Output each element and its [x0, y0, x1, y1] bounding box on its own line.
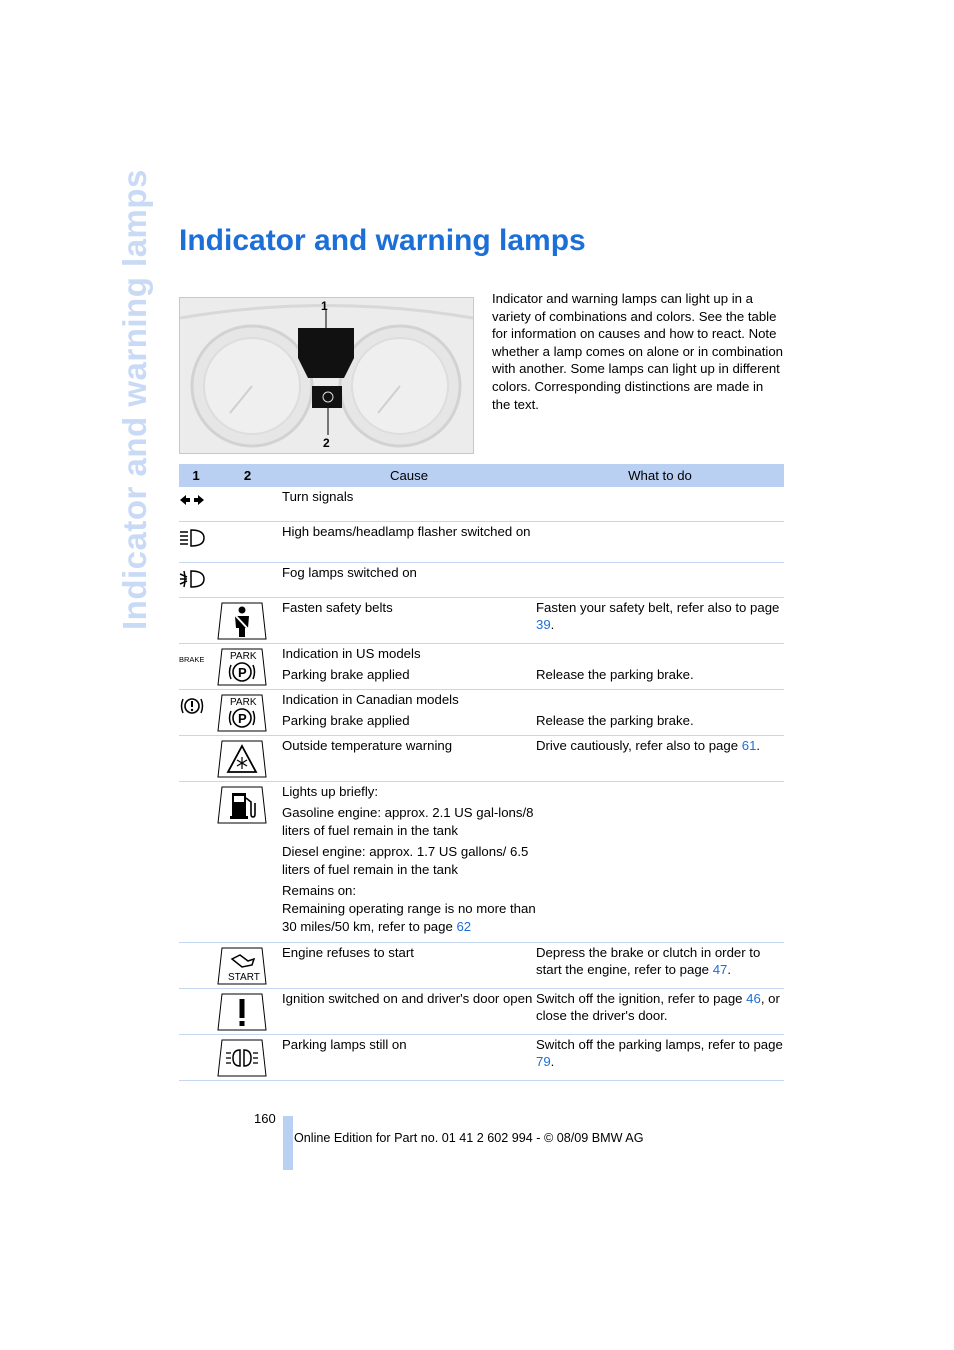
brake-text-icon [179, 654, 209, 664]
table-row [179, 487, 784, 521]
table-row [179, 988, 784, 1034]
action-cell [536, 781, 784, 942]
action-cell: Drive cautiously, refer also to page 61. [536, 735, 784, 781]
indicator-table [179, 464, 784, 1081]
brake-circle-icon [179, 696, 205, 716]
page-title: Indicator and warning lamps [179, 224, 586, 257]
indicator-panel [298, 328, 354, 378]
page-link[interactable]: 47 [712, 962, 728, 978]
page-link[interactable]: 79 [536, 1054, 551, 1070]
cause-cell: High beams/headlamp flasher switched on [282, 521, 536, 562]
action-cell [536, 521, 784, 562]
table-row [179, 643, 784, 689]
table-row [179, 942, 784, 988]
table-row [179, 689, 784, 735]
table-row [179, 597, 784, 643]
cause-cell: Engine refuses to start [282, 942, 536, 988]
figure-label-2: 2 [323, 436, 330, 450]
table-row [179, 781, 784, 942]
action-cell: Release the parking brake. [536, 689, 784, 735]
header-what-to-do: What to do [536, 464, 784, 487]
high-beam-icon [179, 528, 205, 548]
action-cell: Release the parking brake. [536, 643, 784, 689]
fuel-pump-icon [216, 786, 268, 824]
footer-accent-bar [283, 1116, 293, 1170]
svg-text:BRAKE: BRAKE [179, 654, 205, 664]
action-cell [536, 562, 784, 597]
cause-cell: Parking lamps still on [282, 1034, 536, 1080]
cause-cell: Lights up briefly: Gasoline engine: approx. 2.1 US gal-lons/8 liters of fuel remain in the tank Diesel engine: approx. 1.7 US gallons/ 6.5 liters of fuel remain in the tank Remains on: Remaining operating range is no more than 30 miles/50 km, refer to page 62 [282, 781, 536, 942]
page-link[interactable]: 46 [746, 990, 761, 1006]
start-engine-icon [216, 947, 268, 985]
page-link[interactable]: 39 [536, 617, 551, 633]
side-title: Indicator and warning lamps [116, 169, 153, 630]
svg-text:P: P [238, 664, 247, 680]
table-row [179, 1034, 784, 1080]
fog-lamp-icon [179, 569, 205, 589]
turn-signal-icon [179, 493, 205, 507]
header-col1: 1 [179, 464, 213, 487]
cause-cell: Ignition switched on and driver's door open [282, 988, 536, 1034]
svg-text:PARK: PARK [230, 696, 257, 708]
cause-cell: Outside temperature warning [282, 735, 536, 781]
cause-cell: Fasten safety belts [282, 597, 536, 643]
svg-text:PARK: PARK [230, 650, 257, 662]
svg-text:P: P [238, 710, 247, 726]
action-cell: Fasten your safety belt, refer also to page 39. [536, 597, 784, 643]
intro-paragraph: Indicator and warning lamps can light up in a variety of combinations and colors. See the table for information on causes and how to react. Note whether a lamp comes on alone or in combination with another. Some lamps can light up in different colors. Corresponding distinctions are made in the text. [492, 291, 784, 412]
page-link[interactable]: 62 [456, 918, 472, 934]
cause-cell: Indication in US models Parking brake applied [282, 643, 536, 689]
exclamation-icon [216, 993, 268, 1031]
ice-warning-icon [216, 740, 268, 778]
svg-text:START: START [228, 971, 260, 983]
page-link[interactable]: 61 [741, 737, 757, 753]
footer-edition: Online Edition for Part no. 01 41 2 602 994 - © 08/09 BMW AG [294, 1131, 644, 1145]
cause-cell: Turn signals [282, 487, 536, 521]
table-row [179, 735, 784, 781]
action-cell: Switch off the ignition, refer to page 46, or close the driver's door. [536, 988, 784, 1034]
action-cell [536, 487, 784, 521]
figure-label-1: 1 [321, 299, 328, 313]
table-row [179, 562, 784, 597]
page-number: 160 [254, 1111, 276, 1126]
header-cause: Cause [282, 464, 536, 487]
park-brake-icon [216, 694, 268, 732]
seatbelt-icon [216, 602, 268, 640]
park-brake-icon [216, 648, 268, 686]
action-cell: Switch off the parking lamps, refer to page 79. [536, 1034, 784, 1080]
instrument-cluster-figure [179, 297, 474, 454]
table-header-row [179, 464, 784, 487]
table-row [179, 521, 784, 562]
cause-cell: Indication in Canadian models Parking brake applied [282, 689, 536, 735]
cause-cell: Fog lamps switched on [282, 562, 536, 597]
parking-lamp-icon [216, 1039, 268, 1077]
action-cell: Depress the brake or clutch in order to start the engine, refer to page 47. [536, 942, 784, 988]
header-col2: 2 [213, 464, 282, 487]
